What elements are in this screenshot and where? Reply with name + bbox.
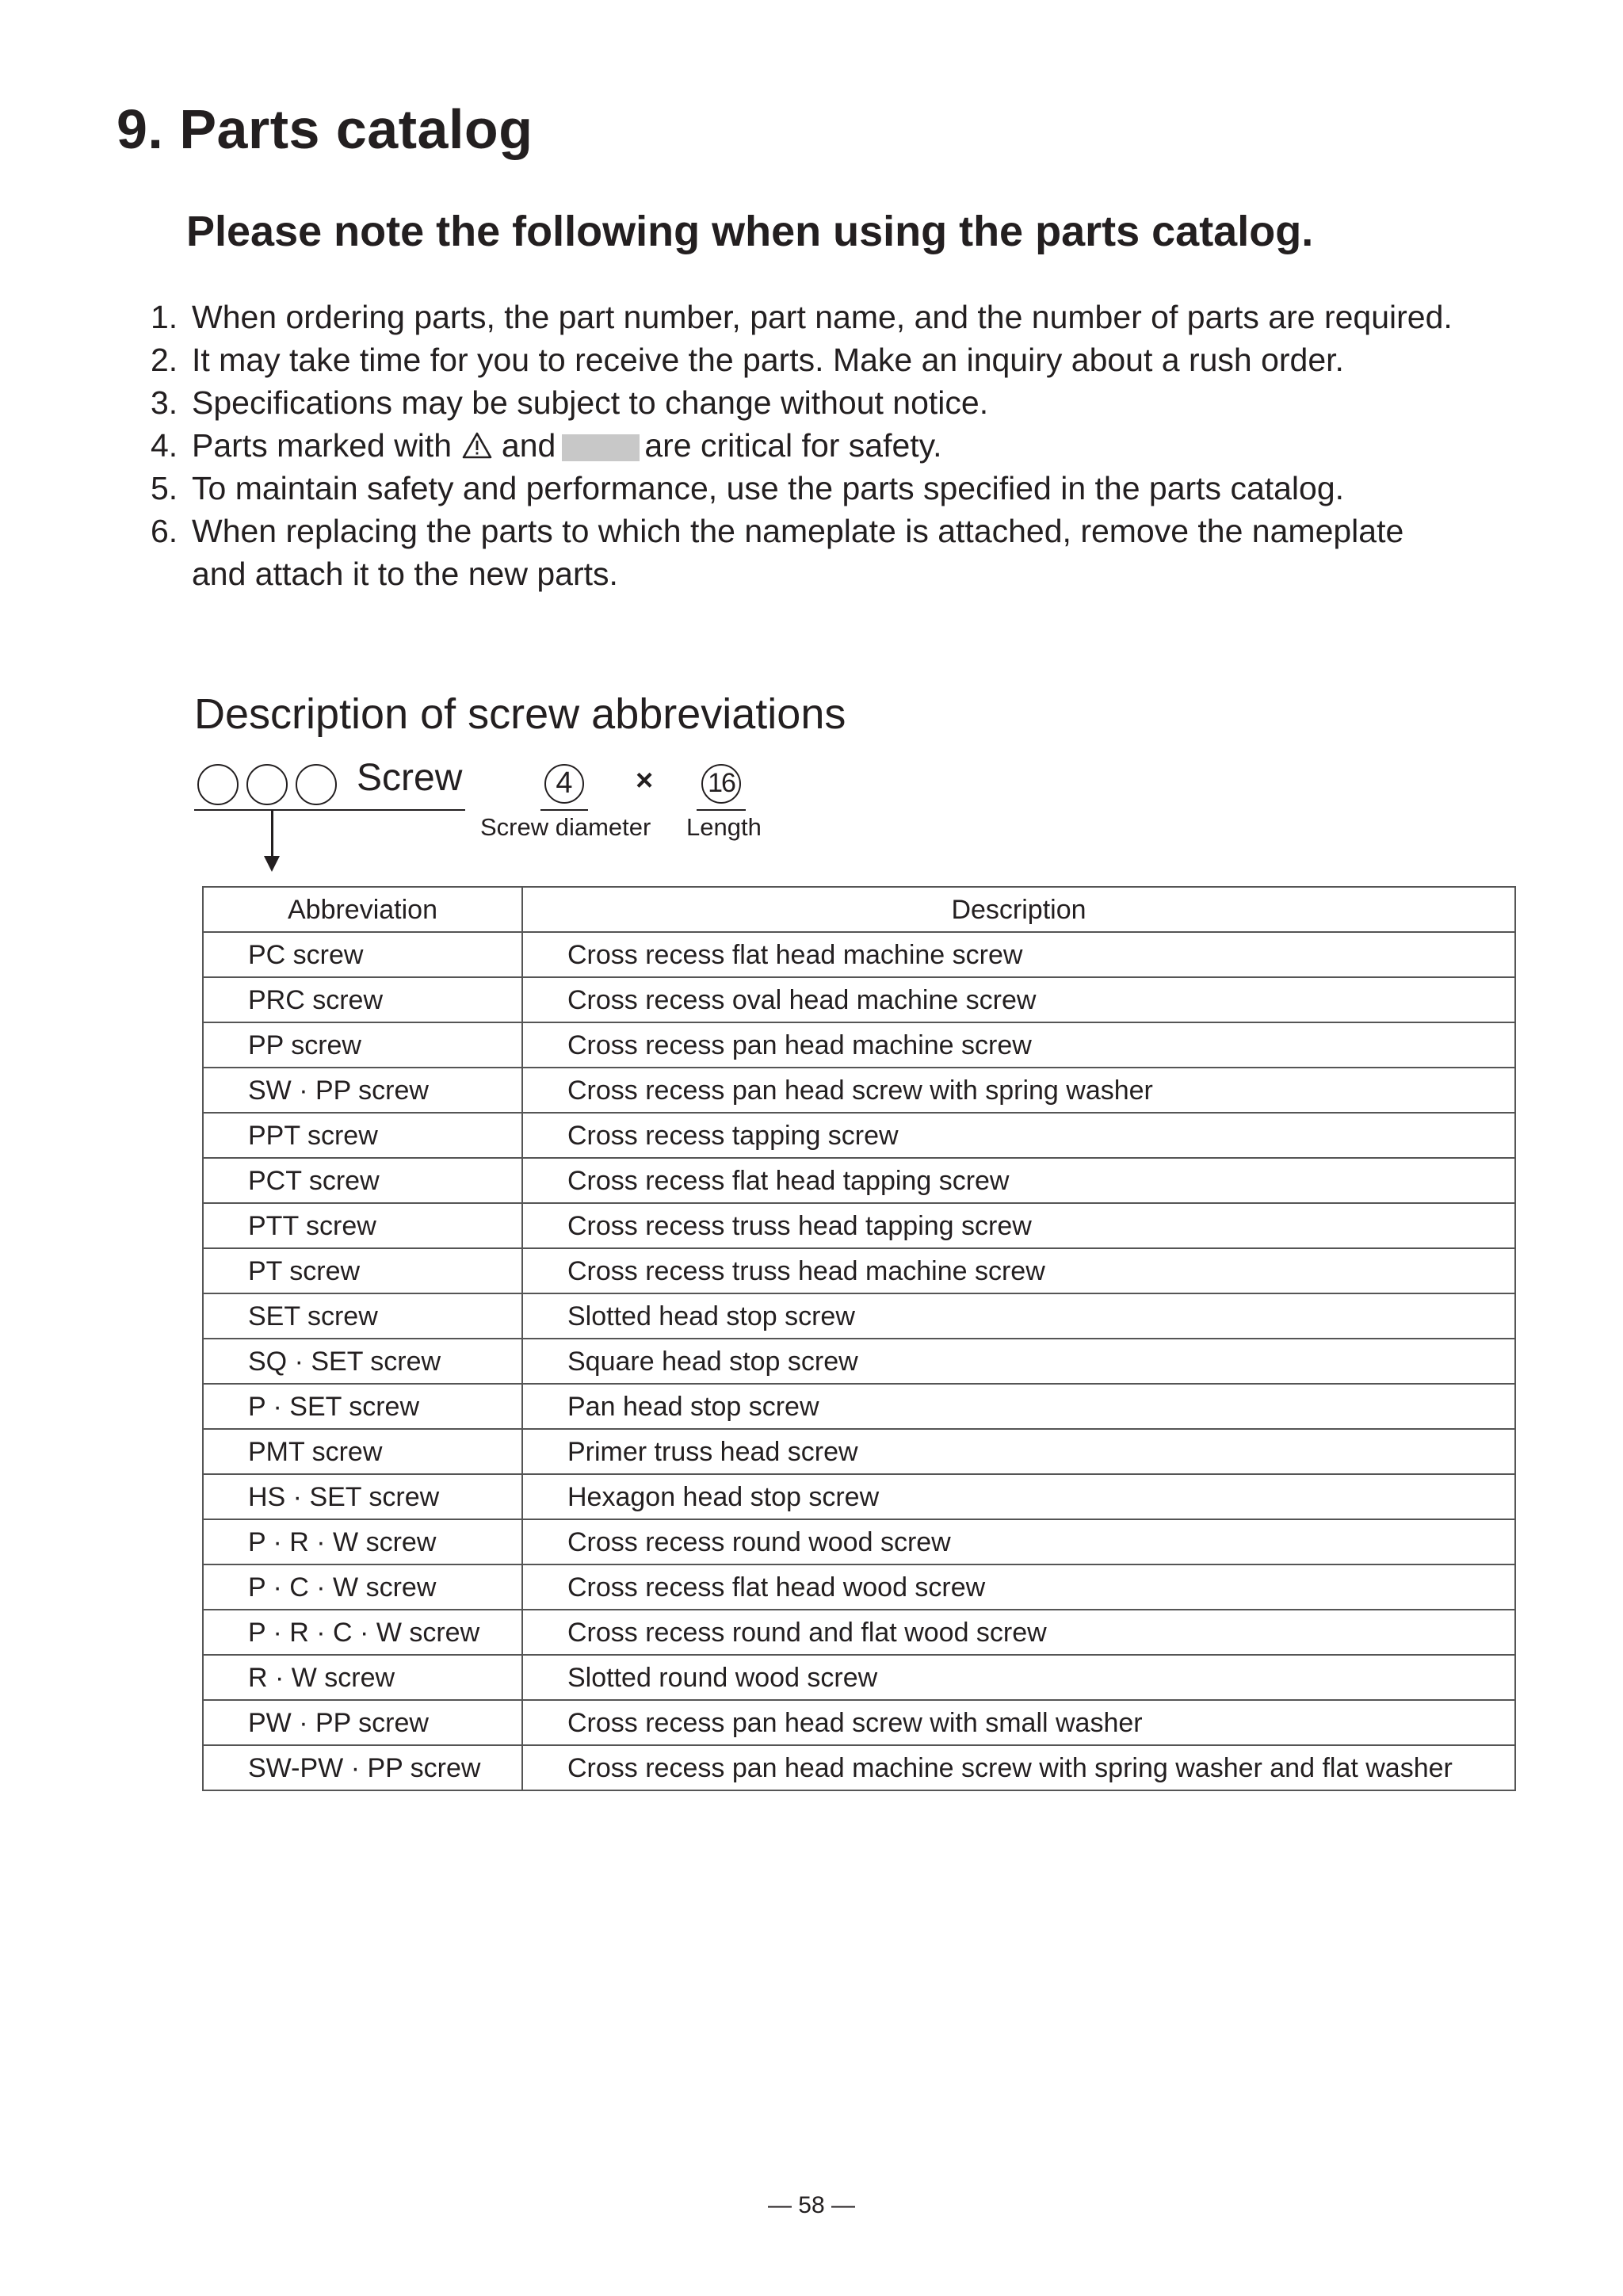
note-text: When ordering parts, the part number, part name, and the number of parts are required. (192, 299, 1453, 335)
description-cell: Cross recess truss head tapping screw (522, 1203, 1515, 1248)
description-cell: Pan head stop screw (522, 1384, 1515, 1429)
screw-abbreviation-table (202, 886, 1516, 1791)
table-row (203, 1203, 1515, 1248)
description-cell: Cross recess pan head screw with spring washer (522, 1068, 1515, 1113)
description-cell: Cross recess round wood screw (522, 1519, 1515, 1564)
note-item (151, 510, 1453, 552)
description-cell: Cross recess round and flat wood screw (522, 1610, 1515, 1655)
table-row (203, 1655, 1515, 1700)
abbreviation-cell: P · C · W screw (203, 1564, 522, 1610)
note-text: and (501, 427, 556, 464)
abbreviation-cell: SQ · SET screw (203, 1339, 522, 1384)
description-cell: Slotted head stop screw (522, 1293, 1515, 1339)
column-header-abbreviation: Abbreviation (203, 887, 522, 932)
diameter-value: 4 (544, 764, 584, 804)
description-cell: Cross recess pan head machine screw with spring washer and flat washer (522, 1745, 1515, 1790)
note-number: 1. (151, 299, 178, 335)
description-cell: Square head stop screw (522, 1339, 1515, 1384)
abbreviation-cell: P · R · C · W screw (203, 1610, 522, 1655)
table-row (203, 932, 1515, 977)
page-number: — 58 — (767, 2192, 856, 2218)
abbreviation-cell: R · W screw (203, 1655, 522, 1700)
note-text: It may take time for you to receive the parts. Make an inquiry about a rush order. (192, 342, 1344, 378)
page-title: 9. Parts catalog (116, 98, 533, 160)
diameter-label: Screw diameter (480, 813, 651, 841)
table-row (203, 1700, 1515, 1745)
description-cell: Cross recess pan head machine screw (522, 1022, 1515, 1068)
table-row (203, 1248, 1515, 1293)
note-item (151, 381, 1453, 424)
description-cell: Primer truss head screw (522, 1429, 1515, 1474)
warning-triangle-icon (461, 431, 493, 460)
table-row (203, 1113, 1515, 1158)
note-item (151, 467, 1453, 510)
blank-circle-icon (197, 764, 239, 805)
note-text: When replacing the parts to which the nameplate is attached, remove the nameplate (192, 513, 1404, 549)
times-sign: × (636, 764, 654, 797)
blank-circle-icon (296, 764, 337, 805)
abbreviation-cell: PTT screw (203, 1203, 522, 1248)
note-item-continuation (151, 552, 1453, 595)
note-item (151, 338, 1453, 381)
safety-highlight-swatch (562, 434, 640, 461)
note-item (151, 296, 1453, 338)
abbreviation-cell: PT screw (203, 1248, 522, 1293)
prefix-underline (194, 809, 465, 811)
length-label: Length (686, 813, 762, 841)
note-number: 3. (151, 384, 178, 421)
abbreviation-cell: PW · PP screw (203, 1700, 522, 1745)
table-row (203, 1519, 1515, 1564)
screw-section-title: Description of screw abbreviations (194, 690, 846, 738)
note-text: and attach it to the new parts. (192, 556, 618, 592)
abbreviation-cell: SW-PW · PP screw (203, 1745, 522, 1790)
table-row (203, 1158, 1515, 1203)
table-row (203, 1293, 1515, 1339)
note-text: Parts marked with (192, 427, 453, 464)
note-text: Specifications may be subject to change without notice. (192, 384, 989, 421)
length-value: 16 (701, 764, 741, 804)
abbreviation-cell: PMT screw (203, 1429, 522, 1474)
table-row (203, 1068, 1515, 1113)
screw-word: Screw (357, 757, 463, 799)
table-row (203, 1429, 1515, 1474)
table-row (203, 1022, 1515, 1068)
note-text: are critical for safety. (644, 427, 942, 464)
description-cell: Slotted round wood screw (522, 1655, 1515, 1700)
table-row (203, 1474, 1515, 1519)
description-cell: Cross recess pan head screw with small washer (522, 1700, 1515, 1745)
abbreviation-cell: PCT screw (203, 1158, 522, 1203)
description-cell: Cross recess flat head wood screw (522, 1564, 1515, 1610)
blank-circle-icon (246, 764, 288, 805)
table-row (203, 977, 1515, 1022)
table-row (203, 1384, 1515, 1429)
note-text: To maintain safety and performance, use the parts specified in the parts catalog. (192, 470, 1345, 506)
diameter-underline (540, 809, 588, 811)
note-number: 4. (151, 427, 178, 464)
note-number: 2. (151, 342, 178, 378)
screw-notation-diagram (194, 755, 812, 881)
notes-list (151, 296, 1453, 595)
description-cell: Cross recess flat head machine screw (522, 932, 1515, 977)
description-cell: Cross recess tapping screw (522, 1113, 1515, 1158)
abbreviation-cell: SW · PP screw (203, 1068, 522, 1113)
column-header-description: Description (522, 887, 1515, 932)
abbreviation-cell: P · SET screw (203, 1384, 522, 1429)
description-cell: Cross recess flat head tapping screw (522, 1158, 1515, 1203)
note-heading: Please note the following when using the parts catalog. (186, 208, 1314, 255)
note-item (151, 424, 1453, 467)
arrow-down-icon (264, 856, 280, 872)
abbreviation-cell: SET screw (203, 1293, 522, 1339)
abbreviation-cell: PPT screw (203, 1113, 522, 1158)
note-number: 5. (151, 470, 178, 506)
note-number: 6. (151, 513, 178, 549)
description-cell: Hexagon head stop screw (522, 1474, 1515, 1519)
abbreviation-cell: P · R · W screw (203, 1519, 522, 1564)
table-row (203, 1339, 1515, 1384)
abbreviation-cell: PC screw (203, 932, 522, 977)
description-cell: Cross recess truss head machine screw (522, 1248, 1515, 1293)
abbreviation-cell: PRC screw (203, 977, 522, 1022)
abbreviation-cell: PP screw (203, 1022, 522, 1068)
table-header-row (203, 887, 1515, 932)
abbreviation-cell: HS · SET screw (203, 1474, 522, 1519)
table-row (203, 1564, 1515, 1610)
table-row (203, 1745, 1515, 1790)
arrow-shaft (271, 811, 273, 861)
table-row (203, 1610, 1515, 1655)
length-underline (697, 809, 746, 811)
description-cell: Cross recess oval head machine screw (522, 977, 1515, 1022)
